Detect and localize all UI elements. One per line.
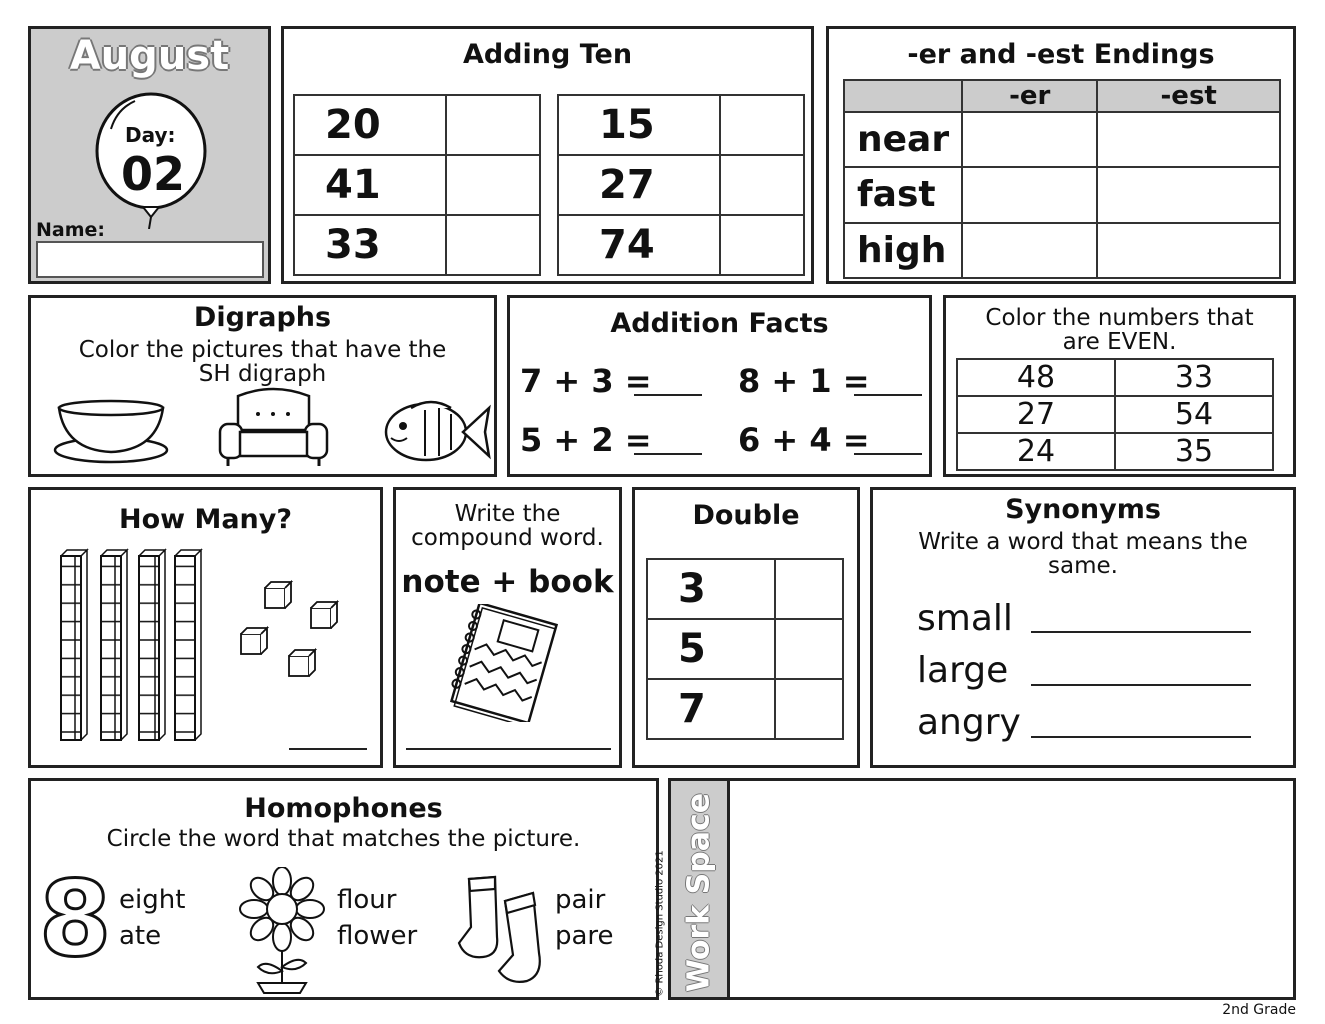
work-space-label: Work Space [681, 792, 717, 993]
answer-cell[interactable] [720, 215, 804, 275]
homophones-instruction: Circle the word that matches the picture. [106, 826, 581, 852]
est-answer-cell[interactable] [1097, 223, 1280, 278]
synonyms-box [870, 487, 1296, 768]
answer-cell[interactable] [446, 155, 540, 215]
homophones-box [28, 778, 659, 1000]
answer-cell[interactable] [446, 95, 540, 155]
bowl-icon[interactable] [51, 398, 171, 466]
socks-icon [449, 871, 553, 989]
adding-ten-number: 41 [294, 155, 446, 215]
even-numbers-table [956, 358, 1274, 471]
how-many-answer-line[interactable] [289, 748, 367, 750]
eight-digit-icon: 8 [39, 858, 112, 980]
compound-instruction: Write the compound word. [411, 501, 604, 551]
er-answer-cell[interactable] [962, 112, 1097, 167]
est-answer-cell[interactable] [1097, 112, 1280, 167]
day-number: 02 [121, 147, 186, 201]
base-word: near [844, 112, 962, 167]
digraphs-instruction: Color the pictures that have the SH digraph [78, 337, 447, 387]
notebook-icon [444, 604, 564, 722]
copyright-text: © Rhoda Design Studio 2021 [654, 850, 666, 997]
synonyms-instruction: Write a word that means the same. [918, 529, 1248, 579]
adding-ten-number: 27 [558, 155, 720, 215]
addition-fact: 8 + 1 = [738, 362, 870, 400]
synonym-word: angry [917, 702, 1021, 743]
answer-cell[interactable] [720, 95, 804, 155]
double-box [632, 487, 860, 768]
homophone-option[interactable]: ate [119, 921, 162, 951]
couch-icon[interactable] [216, 386, 331, 468]
answer-cell[interactable] [720, 155, 804, 215]
adding-ten-number: 33 [294, 215, 446, 275]
compound-answer-line[interactable] [406, 748, 611, 750]
homophone-option[interactable]: eight [119, 885, 186, 915]
work-space-box[interactable] [668, 778, 1296, 1000]
answer-cell[interactable] [775, 619, 843, 679]
base-word: fast [844, 167, 962, 222]
day-label: Day: [125, 123, 176, 147]
base-word: high [844, 223, 962, 278]
number-cell[interactable]: 48 [957, 359, 1115, 396]
er-answer-cell[interactable] [962, 223, 1097, 278]
homophone-option[interactable]: pare [555, 921, 614, 951]
work-space-label-bar [671, 781, 730, 997]
digraphs-box [28, 295, 497, 477]
adding-ten-number: 15 [558, 95, 720, 155]
answer-line[interactable] [854, 453, 922, 455]
number-cell[interactable]: 24 [957, 433, 1115, 470]
month-label: August [69, 33, 230, 79]
answer-line[interactable] [634, 394, 702, 396]
er-answer-cell[interactable] [962, 167, 1097, 222]
homophone-option[interactable]: flower [337, 921, 418, 951]
adding-ten-right-table [557, 94, 805, 276]
answer-cell[interactable] [775, 559, 843, 619]
adding-ten-title: Adding Ten [462, 39, 633, 70]
addition-fact: 6 + 4 = [738, 421, 870, 459]
addition-fact: 5 + 2 = [520, 421, 652, 459]
number-cell[interactable]: 54 [1115, 396, 1273, 433]
double-title: Double [692, 500, 800, 531]
adding-ten-box [281, 26, 814, 284]
date-box [28, 26, 271, 284]
col-est-header: -est [1097, 80, 1280, 112]
er-est-table [843, 79, 1281, 279]
double-number: 5 [647, 619, 775, 679]
double-number: 3 [647, 559, 775, 619]
number-cell[interactable]: 33 [1115, 359, 1273, 396]
synonym-answer-line[interactable] [1031, 631, 1251, 633]
er-est-box [826, 26, 1296, 284]
compound-word-box [393, 487, 622, 768]
flower-icon [236, 867, 328, 995]
col-er-header: -er [962, 80, 1097, 112]
base-ten-blocks-icon [55, 548, 355, 748]
how-many-box [28, 487, 383, 768]
addition-facts-title: Addition Facts [610, 308, 829, 339]
synonym-word: small [917, 598, 1013, 639]
double-number: 7 [647, 679, 775, 739]
grade-label: 2nd Grade [1222, 1002, 1296, 1018]
synonym-answer-line[interactable] [1031, 736, 1251, 738]
even-numbers-box [943, 295, 1296, 477]
addition-fact: 7 + 3 = [520, 362, 652, 400]
homophones-title: Homophones [244, 793, 443, 824]
fish-icon[interactable] [381, 394, 493, 466]
even-instruction: Color the numbers that are EVEN. [985, 305, 1254, 355]
answer-line[interactable] [854, 394, 922, 396]
synonyms-title: Synonyms [1005, 494, 1161, 525]
how-many-title: How Many? [118, 504, 293, 535]
double-table [646, 558, 844, 740]
adding-ten-number: 74 [558, 215, 720, 275]
synonym-word: large [917, 650, 1009, 691]
name-field[interactable] [36, 241, 264, 278]
answer-line[interactable] [634, 453, 702, 455]
synonym-answer-line[interactable] [1031, 684, 1251, 686]
answer-cell[interactable] [446, 215, 540, 275]
homophone-option[interactable]: flour [337, 885, 397, 915]
compound-words: note + book [401, 564, 614, 600]
adding-ten-left-table [293, 94, 541, 276]
number-cell[interactable]: 27 [957, 396, 1115, 433]
adding-ten-number: 20 [294, 95, 446, 155]
est-answer-cell[interactable] [1097, 167, 1280, 222]
number-cell[interactable]: 35 [1115, 433, 1273, 470]
digraphs-title: Digraphs [193, 302, 332, 333]
addition-facts-box [507, 295, 932, 477]
er-est-title: -er and -est Endings [907, 39, 1215, 70]
name-label: Name: [36, 219, 106, 241]
answer-cell[interactable] [775, 679, 843, 739]
homophone-option[interactable]: pair [555, 885, 606, 915]
